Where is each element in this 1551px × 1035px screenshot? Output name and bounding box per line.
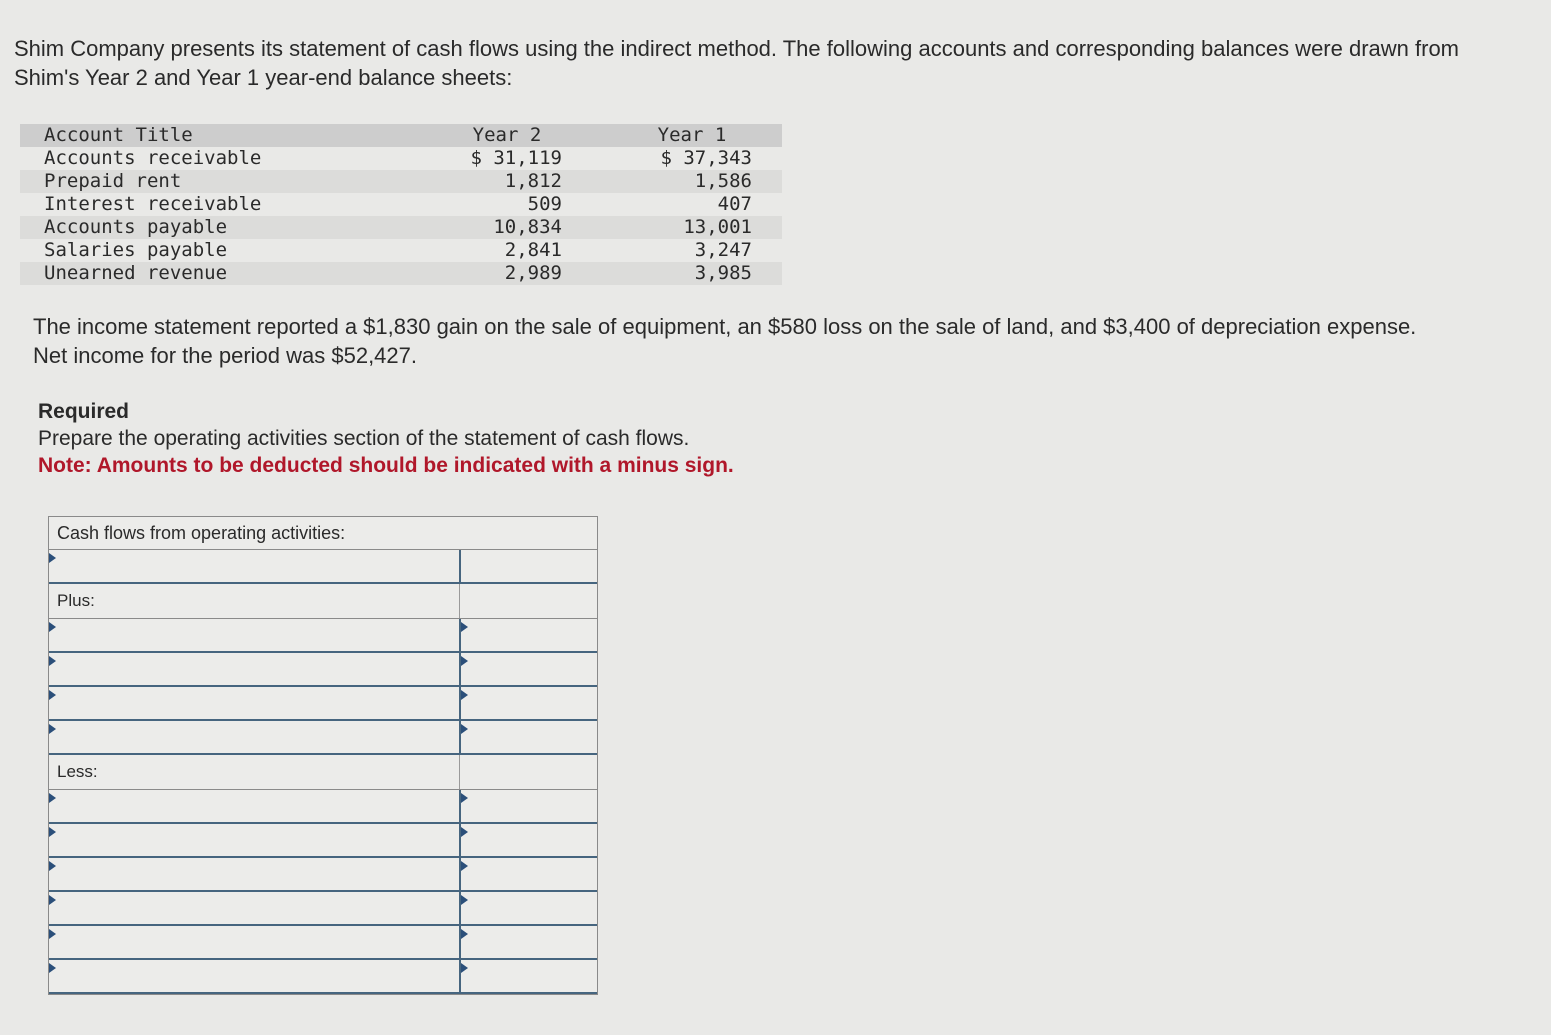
income-paragraph: The income statement reported a $1,830 gain on the sale of equipment, an $580 loss on the sale of land, and $3,400 of depreciation expense. Net income for the period was $52,427.: [33, 314, 1417, 368]
description-input[interactable]: [49, 687, 459, 719]
amount-cell[interactable]: [461, 550, 597, 582]
intro-text: Shim Company presents its statement of cash flows using the indirect method. The following accounts and corresponding balances were drawn from Shim's Year 2 and Year 1 year-end balance sheets:: [14, 36, 1460, 90]
dropdown-marker-icon: [461, 690, 468, 700]
dropdown-marker-icon: [461, 793, 468, 803]
amount-input[interactable]: [461, 550, 597, 582]
account-title: Prepaid rent: [20, 170, 448, 193]
amount-input[interactable]: [461, 687, 597, 719]
dropdown-marker-icon: [49, 656, 56, 666]
description-input[interactable]: [49, 858, 459, 890]
worksheet-row: [49, 926, 597, 960]
amount-input[interactable]: [461, 960, 597, 992]
dropdown-marker-icon: [461, 963, 468, 973]
dropdown-marker-icon: [461, 895, 468, 905]
year-2-value: 10,834: [448, 216, 566, 239]
description-cell[interactable]: [49, 653, 461, 685]
description-input[interactable]: [49, 550, 459, 582]
plus-label: Plus:: [57, 584, 460, 618]
dropdown-marker-icon: [49, 724, 56, 734]
year-2-value: 2,989: [448, 262, 566, 285]
dropdown-marker-icon: [461, 622, 468, 632]
less-row: [49, 755, 597, 790]
amount-input[interactable]: [461, 653, 597, 685]
worksheet-row: [49, 824, 597, 858]
required-instruction: Prepare the operating activities section of the statement of cash flows.: [38, 427, 690, 450]
account-title: Salaries payable: [44, 239, 228, 261]
less-label: Less:: [57, 755, 460, 789]
dropdown-marker-icon: [461, 656, 468, 666]
amount-cell[interactable]: [461, 653, 597, 685]
amount-cell[interactable]: [461, 687, 597, 719]
description-cell[interactable]: [49, 960, 461, 992]
amount-input[interactable]: [461, 721, 597, 753]
year-2-value: 509: [527, 193, 562, 215]
dropdown-marker-icon: [49, 553, 56, 563]
year-2-value: $ 31,119: [470, 147, 562, 169]
account-title: Interest receivable: [44, 193, 262, 215]
worksheet-row: [49, 960, 597, 994]
accounts-table: [20, 124, 782, 285]
account-title: Accounts payable: [20, 216, 448, 239]
description-input[interactable]: [49, 653, 459, 685]
accounts-table-header: [20, 124, 782, 147]
table-row: [20, 193, 782, 216]
year-1-value: 407: [717, 193, 752, 215]
description-input[interactable]: [49, 926, 459, 958]
description-input[interactable]: [49, 619, 459, 651]
dropdown-marker-icon: [49, 929, 56, 939]
amount-cell[interactable]: [461, 892, 597, 924]
amount-cell[interactable]: [461, 960, 597, 992]
description-cell[interactable]: [49, 926, 461, 958]
amount-input[interactable]: [461, 619, 597, 651]
year-1-value: $ 37,343: [660, 147, 752, 169]
table-row: [20, 170, 782, 193]
worksheet-row: [49, 550, 597, 584]
operating-activities-worksheet: [48, 516, 598, 995]
dropdown-marker-icon: [49, 861, 56, 871]
account-title: Unearned revenue: [20, 262, 448, 285]
amount-cell[interactable]: [461, 926, 597, 958]
table-row: [20, 216, 782, 239]
amount-cell[interactable]: [461, 721, 597, 753]
dropdown-marker-icon: [461, 724, 468, 734]
amount-input[interactable]: [461, 926, 597, 958]
amount-cell[interactable]: [461, 824, 597, 856]
description-input[interactable]: [49, 892, 459, 924]
description-cell[interactable]: [49, 790, 461, 822]
worksheet-header: Cash flows from operating activities:: [49, 517, 597, 550]
description-input[interactable]: [49, 721, 459, 753]
year-2-value: 2,841: [504, 239, 562, 261]
worksheet-row: [49, 721, 597, 755]
description-cell[interactable]: [49, 824, 461, 856]
description-cell[interactable]: [49, 858, 461, 890]
required-note: Note: Amounts to be deducted should be indicated with a minus sign.: [38, 454, 734, 477]
dropdown-marker-icon: [461, 929, 468, 939]
description-input[interactable]: [49, 790, 459, 822]
dropdown-marker-icon: [49, 963, 56, 973]
header-year-2: Year 2: [448, 124, 566, 147]
worksheet-row: [49, 653, 597, 687]
description-cell[interactable]: [49, 619, 461, 651]
required-block: [38, 398, 734, 479]
dropdown-marker-icon: [49, 793, 56, 803]
description-cell[interactable]: [49, 892, 461, 924]
amount-cell[interactable]: [461, 790, 597, 822]
amount-cell[interactable]: [461, 858, 597, 890]
dropdown-marker-icon: [461, 827, 468, 837]
year-2-value: 1,812: [448, 170, 566, 193]
worksheet-row: [49, 858, 597, 892]
description-cell[interactable]: [49, 687, 461, 719]
table-row: [20, 147, 782, 170]
dropdown-marker-icon: [49, 622, 56, 632]
amount-cell[interactable]: [461, 619, 597, 651]
year-1-value: 3,247: [694, 239, 752, 261]
header-gap: [566, 124, 602, 147]
worksheet-row: [49, 619, 597, 653]
amount-input[interactable]: [461, 892, 597, 924]
dropdown-marker-icon: [49, 690, 56, 700]
worksheet-row: [49, 790, 597, 824]
description-input[interactable]: [49, 824, 459, 856]
plus-row: [49, 584, 597, 619]
amount-input[interactable]: [461, 824, 597, 856]
required-heading: Required: [38, 400, 130, 423]
header-account-title: Account Title: [20, 124, 448, 147]
year-1-value: 1,586: [602, 170, 782, 193]
year-1-value: 13,001: [602, 216, 782, 239]
description-cell[interactable]: [49, 721, 461, 753]
table-row: [20, 262, 782, 285]
dropdown-marker-icon: [49, 827, 56, 837]
header-year-1: Year 1: [602, 124, 782, 147]
description-cell[interactable]: [49, 550, 461, 582]
account-title: Accounts receivable: [44, 147, 262, 169]
worksheet-row: [49, 687, 597, 721]
dropdown-marker-icon: [461, 861, 468, 871]
year-1-value: 3,985: [602, 262, 782, 285]
amount-input[interactable]: [461, 858, 597, 890]
worksheet-row: [49, 892, 597, 926]
dropdown-marker-icon: [49, 895, 56, 905]
description-input[interactable]: [49, 960, 459, 992]
amount-input[interactable]: [461, 790, 597, 822]
table-row: [20, 239, 782, 262]
